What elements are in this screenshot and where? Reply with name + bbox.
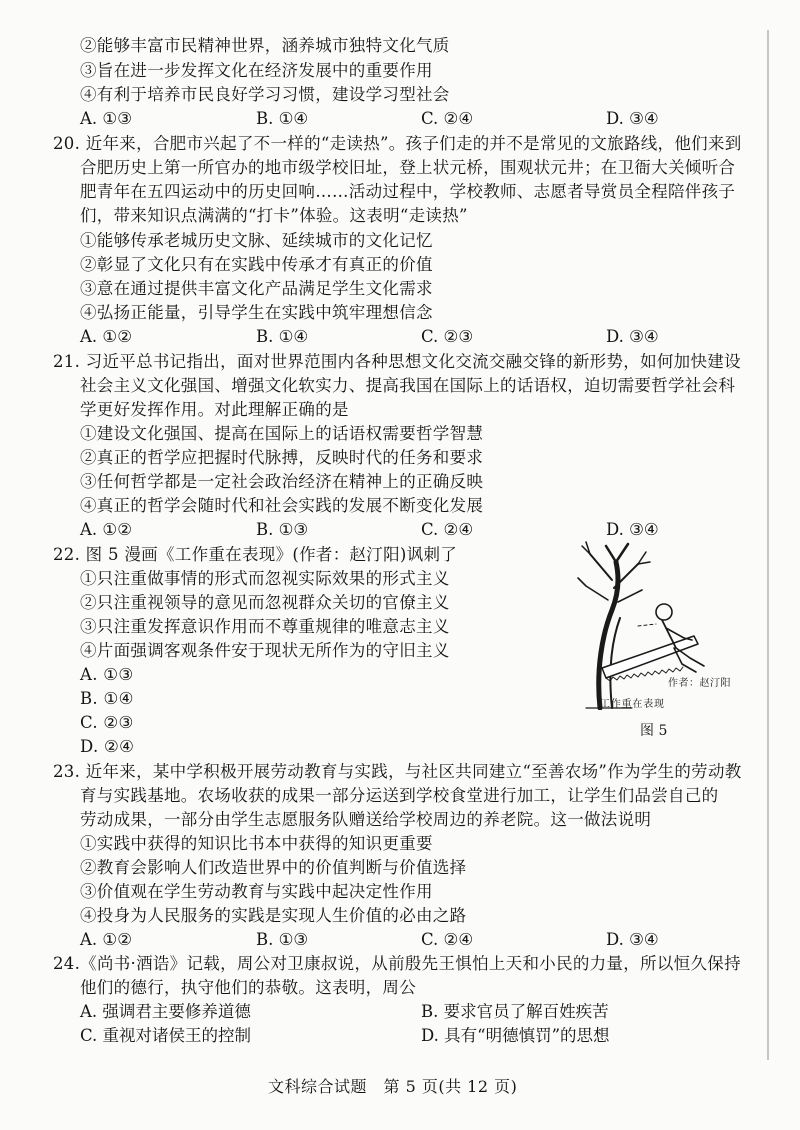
q20-item-4: ④弘扬正能量，引导学生在实践中筑牢理想信念	[80, 303, 433, 322]
q19-item-4: ④有利于培养市民良好学习习惯，建设学习型社会	[80, 85, 450, 104]
q22-option-c: C. ②③	[80, 713, 134, 732]
tree-branch	[638, 552, 650, 564]
q24-option-b: B. 要求官员了解百姓疾苦	[421, 1002, 609, 1021]
q23-item-1: ①实践中获得的知识比书本中获得的知识更重要	[80, 834, 433, 853]
q20-option-a: A. ①②	[80, 327, 132, 346]
q24-option-d: D. 具有“明德慎罚”的思想	[421, 1026, 610, 1045]
tree-branch	[616, 544, 628, 562]
q20-item-1: ①能够传承老城历史文脉、延续城市的文化记忆	[80, 231, 433, 250]
q23-option-d: D. ③④	[606, 930, 659, 949]
q23-option-a: A. ①②	[80, 930, 132, 949]
q21-item-2: ②真正的哲学应把握时代脉搏，反映时代的任务和要求	[80, 448, 484, 467]
q19-option-c: C. ②④	[421, 109, 474, 128]
q21-option-c: C. ②④	[421, 520, 474, 539]
q21-stem-line: 21. 习近平总书记指出，面对世界范围内各种思想文化交流交融交锋的新形势，如何加快建设	[53, 352, 741, 371]
q23-item-3: ③价值观在学生劳动教育与实践中起决定性作用	[80, 882, 433, 901]
q22-item-4: ④片面强调客观条件安于现状无所作为的守旧主义	[80, 641, 450, 660]
q21-stem-line: 社会主义文化强国、增强文化软实力、提高我国在国际上的话语权，迫切需要哲学社会科	[80, 376, 736, 395]
page-footer: 文科综合试题 第 5 页(共 12 页)	[268, 1077, 518, 1096]
q20-option-d: D. ③④	[606, 327, 659, 346]
tree-branch	[578, 578, 608, 600]
q22-stem-line: 22. 图 5 漫画《工作重在表现》(作者：赵汀阳)讽刺了	[53, 545, 458, 564]
q22-item-3: ③只注重发挥意识作用而不尊重规律的唯意志主义	[80, 617, 450, 636]
q20-stem-line: 合肥历史上第一所官办的地市级学校旧址，登上状元桥，围观状元井；在卫衙大关倾听合	[80, 158, 736, 177]
q24-stem-line: 24.《尚书·酒诰》记载，周公对卫康叔说，从前殷先王惧怕上天和小民的力量，所以恒久保持	[53, 954, 741, 973]
q20-option-b: B. ①④	[256, 327, 309, 346]
q21-item-1: ①建设文化强国、提高在国际上的话语权需要哲学智慧	[80, 424, 484, 443]
q23-option-c: C. ②④	[421, 930, 474, 949]
q23-stem-line: 23. 近年来，某中学积极开展劳动教育与实践，与社区共同建立“至善农场”作为学生的劳动教	[53, 762, 742, 781]
person-leg	[676, 648, 704, 666]
cartoon-title-caption: 工作重在表现	[600, 699, 665, 710]
motion-line	[638, 624, 656, 626]
q20-item-3: ③意在通过提供丰富文化产品满足学生文化需求	[80, 279, 433, 298]
q21-option-a: A. ①②	[80, 520, 132, 539]
q21-stem-line: 学更好发挥作用。对此理解正确的是	[80, 400, 349, 419]
q19-item-2: ②能够丰富市民精神世界，涵养城市独特文化气质	[80, 36, 450, 55]
q19-item-3: ③旨在进一步发挥文化在经济发展中的重要作用	[80, 61, 433, 80]
q21-option-b: B. ①③	[256, 520, 309, 539]
tree-branch	[606, 546, 616, 562]
q23-item-2: ②教育会影响人们改造世界中的价值判断与价值选择	[80, 858, 467, 877]
cartoon-author-caption: 作者：赵汀阳	[668, 678, 731, 689]
q23-item-4: ④投身为人民服务的实践是实现人生价值的必由之路	[80, 906, 467, 925]
tree-branch	[590, 554, 612, 580]
q24-option-a: A. 强调君主要修养道德	[80, 1002, 251, 1021]
q22-option-b: B. ①④	[80, 689, 134, 708]
q22-option-d: D. ②④	[80, 737, 135, 756]
q24-stem-line: 他们的德行，执守他们的恭敬。这表明，周公	[80, 978, 416, 997]
q20-stem-line: 们，带来知识点满满的“打卡”体验。这表明“走读热”	[80, 206, 468, 225]
q19-option-b: B. ①④	[256, 109, 309, 128]
q20-stem-line: 肥青年在五四运动中的历史回响……活动过程中，学校教师、志愿者导赏员全程陪伴孩子	[80, 182, 736, 201]
q23-option-b: B. ①③	[256, 930, 309, 949]
tree-branch	[582, 542, 590, 554]
q19-option-d: D. ③④	[606, 109, 659, 128]
q20-item-2: ②彰显了文化只有在实践中传承才有真正的价值	[80, 255, 433, 274]
q22-option-a: A. ①③	[80, 665, 134, 684]
tree-branch	[618, 590, 642, 602]
q19-option-a: A. ①③	[80, 109, 132, 128]
q22-item-1: ①只注重做事情的形式而忽视实际效果的形式主义	[80, 569, 450, 588]
q21-item-3: ③任何哲学都是一定社会政治经济在精神上的正确反映	[80, 472, 484, 491]
q23-stem-line: 育与实践基地。农场收获的成果一部分运送到学校食堂进行加工，让学生们品尝自己的	[80, 786, 719, 805]
q22-item-2: ②只注重视领导的意见而忽视群众关切的官僚主义	[80, 593, 450, 612]
q23-stem-line: 劳动成果，一部分由学生志愿服务队赠送给学校周边的养老院。这一做法说明	[80, 810, 652, 829]
q20-option-c: C. ②③	[421, 327, 474, 346]
q21-option-d: D. ③④	[606, 520, 659, 539]
person-head	[656, 604, 672, 620]
figure-label: 图 5	[640, 723, 668, 739]
q24-option-c: C. 重视对诸侯王的控制	[80, 1026, 252, 1045]
saw-blade	[602, 636, 698, 678]
q21-item-4: ④真正的哲学会随时代和社会实践的发展不断变化发展	[80, 496, 484, 515]
person-body	[662, 620, 676, 648]
q20-stem-line: 20. 近年来，合肥市兴起了不一样的“走读热”。孩子们走的并不是常见的文旅路线，他们来到	[53, 134, 742, 153]
